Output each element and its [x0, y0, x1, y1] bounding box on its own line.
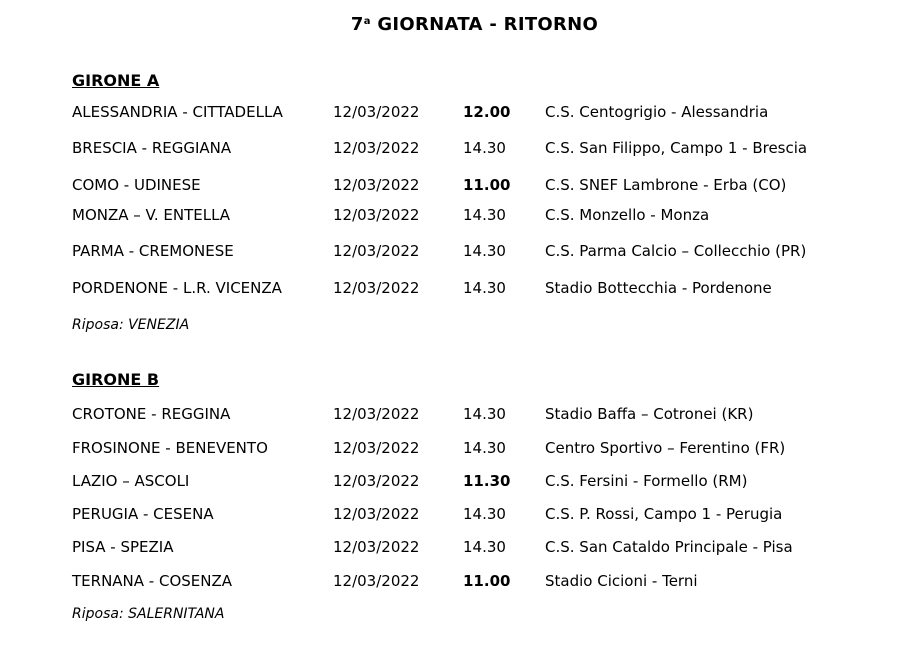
match-date: 12/03/2022	[333, 242, 420, 260]
match-date: 12/03/2022	[333, 176, 420, 194]
match-date: 12/03/2022	[333, 572, 420, 590]
match-name: LAZIO – ASCOLI	[72, 472, 190, 490]
match-date: 12/03/2022	[333, 139, 420, 157]
match-venue: C.S. P. Rossi, Campo 1 - Perugia	[545, 505, 783, 523]
match-venue: Centro Sportivo – Ferentino (FR)	[545, 439, 786, 457]
match-name: FROSINONE - BENEVENTO	[72, 439, 268, 457]
match-time: 14.30	[463, 206, 506, 224]
match-date: 12/03/2022	[333, 206, 420, 224]
title-number: 7	[350, 14, 364, 35]
table-row	[0, 103, 909, 125]
table-row	[0, 206, 909, 228]
table-row	[0, 242, 909, 264]
match-time: 14.30	[463, 439, 506, 457]
table-row	[0, 572, 909, 594]
match-name: PERUGIA - CESENA	[72, 505, 214, 523]
match-date: 12/03/2022	[333, 538, 420, 556]
match-time: 11.00	[463, 176, 511, 194]
table-row	[0, 472, 909, 494]
title-text: GIORNATA - RITORNO	[370, 14, 599, 35]
match-name: TERNANA - COSENZA	[72, 572, 233, 590]
page-title	[0, 14, 909, 35]
match-name: MONZA – V. ENTELLA	[72, 206, 231, 224]
match-date: 12/03/2022	[333, 472, 420, 490]
match-time: 14.30	[463, 405, 506, 423]
match-date: 12/03/2022	[333, 505, 420, 523]
match-venue: C.S. Monzello - Monza	[545, 206, 710, 224]
match-venue: Stadio Cicioni - Terni	[545, 572, 698, 590]
match-date: 12/03/2022	[333, 405, 420, 423]
match-time: 14.30	[463, 242, 506, 260]
match-date: 12/03/2022	[333, 103, 420, 121]
group-title-b: GIRONE B	[72, 370, 160, 389]
resting-team-b: Riposa: SALERNITANA	[72, 606, 225, 622]
match-time: 11.30	[463, 472, 511, 490]
match-name: CROTONE - REGGINA	[72, 405, 231, 423]
match-time: 14.30	[463, 279, 506, 297]
table-row	[0, 279, 909, 301]
match-venue: C.S. San Cataldo Principale - Pisa	[545, 538, 793, 556]
match-time: 14.30	[463, 505, 506, 523]
match-name: PISA - SPEZIA	[72, 538, 174, 556]
group-title-a: GIRONE A	[72, 71, 160, 90]
match-venue: C.S. Parma Calcio – Collecchio (PR)	[545, 242, 807, 260]
match-venue: Stadio Baffa – Cotronei (KR)	[545, 405, 754, 423]
title-superscript: a	[363, 16, 371, 27]
match-time: 14.30	[463, 139, 506, 157]
table-row	[0, 538, 909, 560]
match-venue: C.S. Centogrigio - Alessandria	[545, 103, 769, 121]
match-name: PORDENONE - L.R. VICENZA	[72, 279, 282, 297]
table-row	[0, 439, 909, 461]
match-venue: C.S. San Filippo, Campo 1 - Brescia	[545, 139, 808, 157]
match-venue: C.S. SNEF Lambrone - Erba (CO)	[545, 176, 787, 194]
match-date: 12/03/2022	[333, 439, 420, 457]
match-time: 14.30	[463, 538, 506, 556]
match-name: COMO - UDINESE	[72, 176, 201, 194]
match-date: 12/03/2022	[333, 279, 420, 297]
match-name: PARMA - CREMONESE	[72, 242, 234, 260]
table-row	[0, 139, 909, 161]
table-row	[0, 176, 909, 198]
match-time: 12.00	[463, 103, 511, 121]
match-venue: Stadio Bottecchia - Pordenone	[545, 279, 772, 297]
match-time: 11.00	[463, 572, 511, 590]
resting-team-a: Riposa: VENEZIA	[72, 317, 190, 333]
match-venue: C.S. Fersini - Formello (RM)	[545, 472, 748, 490]
match-name: ALESSANDRIA - CITTADELLA	[72, 103, 283, 121]
match-name: BRESCIA - REGGIANA	[72, 139, 232, 157]
table-row	[0, 505, 909, 527]
table-row	[0, 405, 909, 427]
